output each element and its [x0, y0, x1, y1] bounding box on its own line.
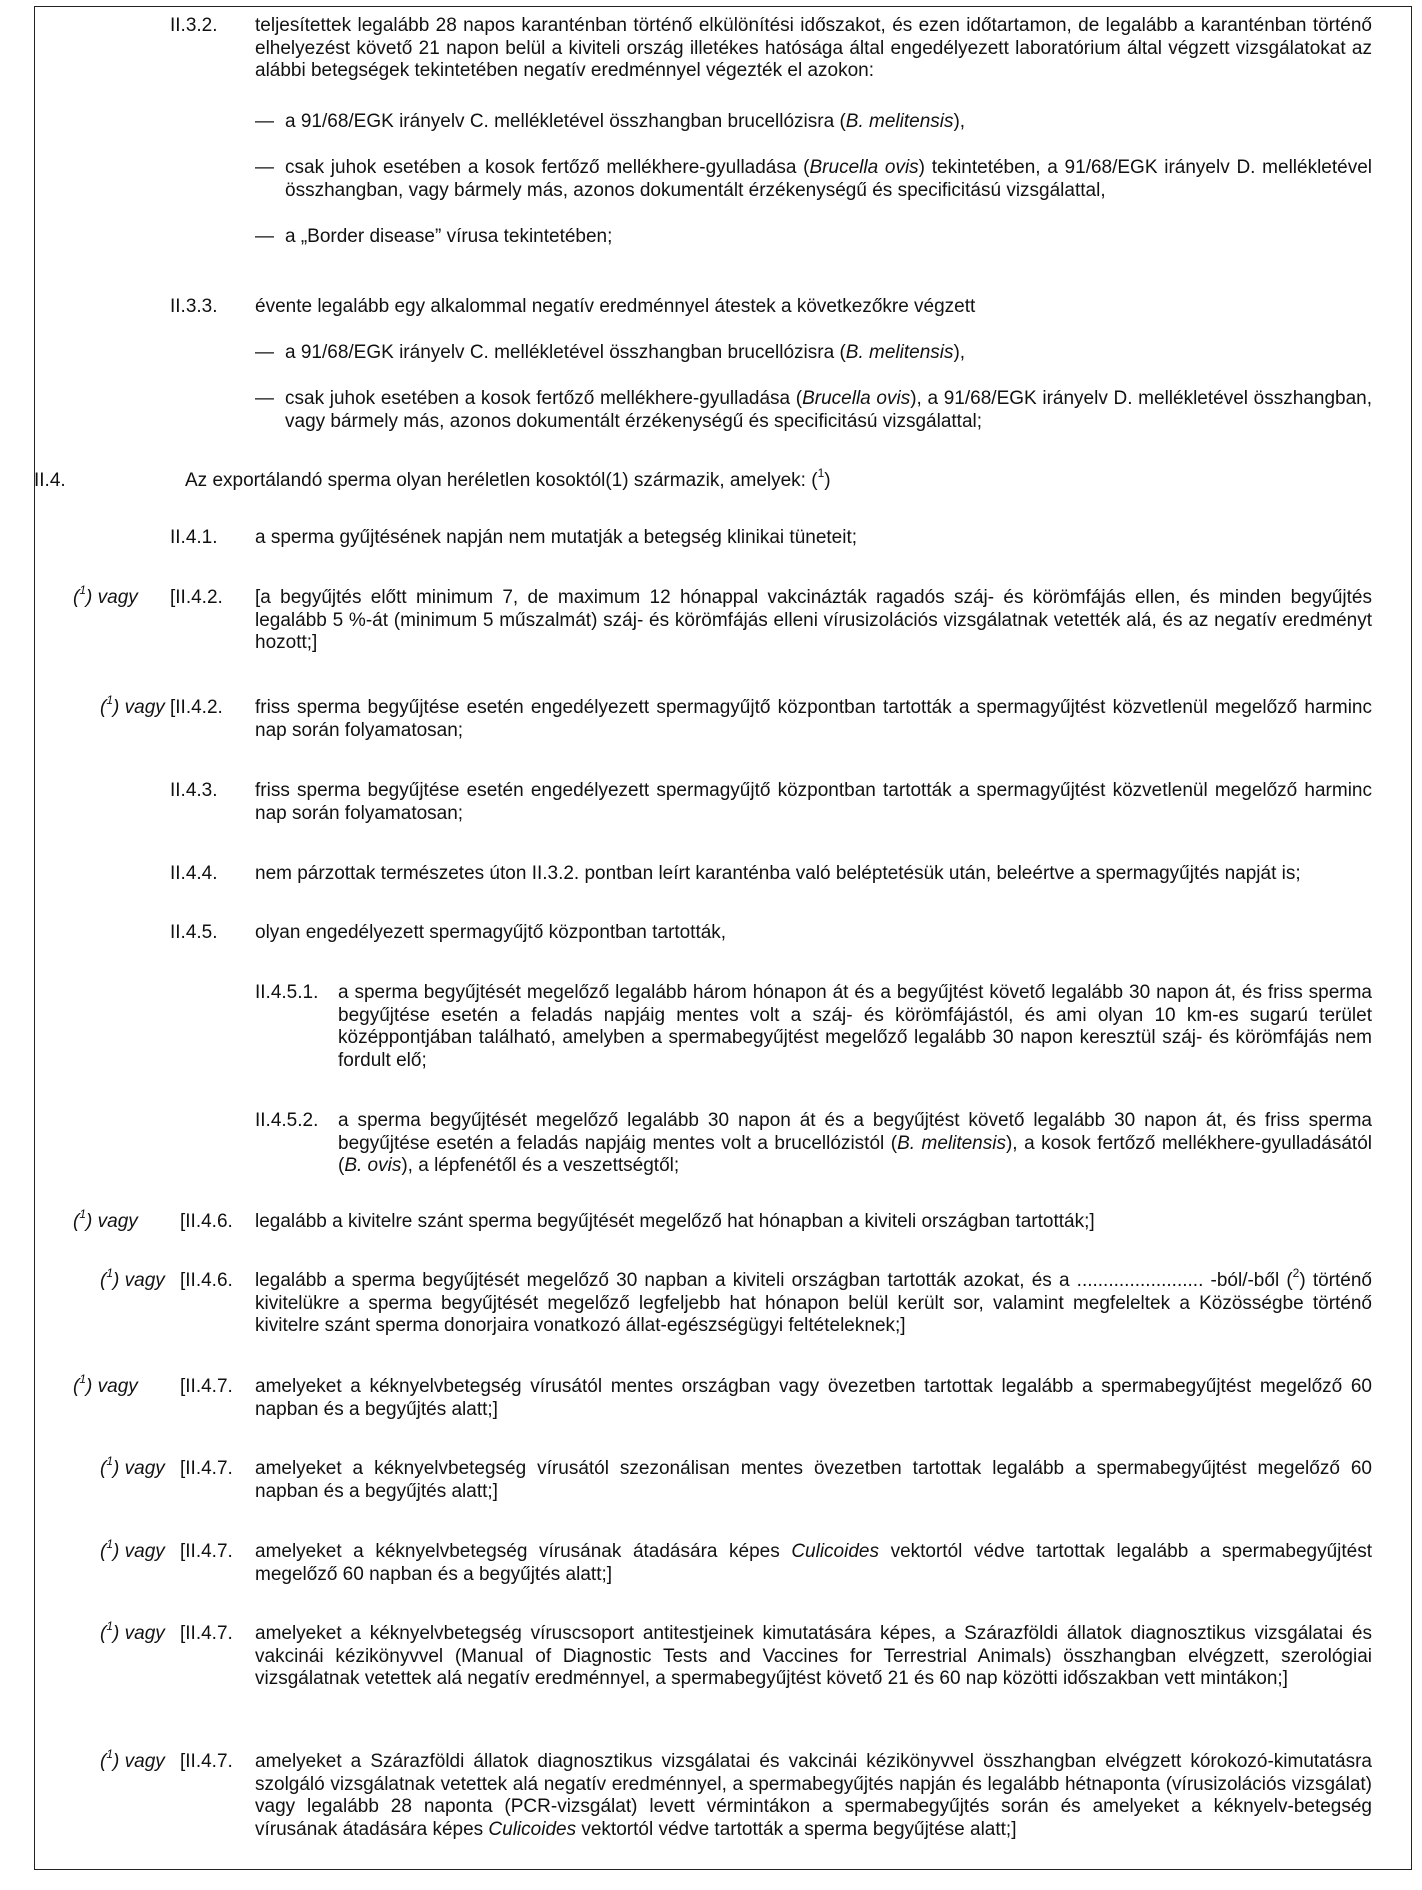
bullet-text: csak juhok esetében a kosok fertőző mellékhere-gyulladása (Brucella ovis), a 91/68/EGK irányelv D. mellékletével összhangban, vagy bármely más, azonos dokumentált érzékenységű és specificitású vizsgálattal;	[285, 388, 1372, 432]
paragraph: a sperma begyűjtését megelőző legalább 30 napon át és a begyűjtést követő legalább 30 napon át, és friss sperma begyűjtése esetén a feladás napjáig mentes volt a brucellózistól (B. melitensis), a kosok fertőző mellékhere-gyulladásától (B. ovis), a lépfenétől és a veszettségtől;	[338, 1110, 1373, 1177]
item-number: [II.4.7.	[180, 1376, 233, 1397]
option-marker: ($^1$) vagy	[100, 692, 165, 718]
item-number: [II.4.6.	[180, 1211, 233, 1232]
paragraph: olyan engedélyezett spermagyűjtő központban tartották,	[255, 922, 727, 943]
option-marker: ($^1$) vagy	[100, 1618, 165, 1644]
dash-bullet: —	[255, 388, 274, 409]
dash-bullet: —	[255, 157, 274, 178]
item-number: [II.4.7.	[180, 1751, 233, 1772]
item-number: II.4.4.	[170, 863, 218, 884]
dash-bullet: —	[255, 342, 274, 363]
item-number: [II.4.6.	[180, 1270, 233, 1291]
paragraph: Az exportálandó sperma olyan heréletlen kosoktól(1) származik, amelyek: ($^1$)	[185, 465, 831, 491]
paragraph: a sperma gyűjtésének napján nem mutatják a betegség klinikai tüneteit;	[255, 527, 858, 548]
item-number: II.4.5.	[170, 922, 218, 943]
paragraph: legalább a sperma begyűjtését megelőző 30 napban a kiviteli országban tartották azokat, és a ........................ -ból/-ből ($^2$) történő kivitelükre a sperma begyűjtését megelőző legfeljebb hat hónapon belül került sor, valamint megfeleltek a Közösségbe történő kivitelre szánt sperma donorjaira vonatkozó állat-egészségügyi feltételeknek;]	[255, 1265, 1372, 1337]
option-marker: ($^1$) vagy	[73, 1371, 138, 1397]
item-number: II.4.5.1.	[255, 982, 319, 1003]
paragraph: amelyeket a kéknyelvbetegség vírusától szezonálisan mentes övezetben tartottak legalább a spermabegyűjtést megelőző 60 napban és a begyűjtés alatt;]	[255, 1458, 1372, 1502]
item-number: II.4.1.	[170, 527, 218, 548]
item-number: II.3.3.	[170, 296, 218, 317]
bullet-text: a „Border disease” vírusa tekintetében;	[285, 226, 613, 247]
item-number: [II.4.7.	[180, 1541, 233, 1562]
item-number: II.4.3.	[170, 780, 218, 801]
bullet-text: a 91/68/EGK irányelv C. mellékletével összhangban brucellózisra (B. melitensis),	[285, 111, 966, 132]
paragraph: a sperma begyűjtését megelőző legalább három hónapon át és a begyűjtést követő legalább 30 napon át, és friss sperma begyűjtése esetén a feladás napjáig mentes volt a száj- és körömfájástól, és ami olyan 10 km-es sugarú terület középpontjában található, amelyben a spermabegyűjtést megelőző legalább 30 napon keresztül száj- és körömfájás nem fordult elő;	[338, 982, 1372, 1071]
paragraph: amelyeket a kéknyelvbetegség vírusának átadására képes Culicoides vektortól védve tartottak legalább a spermabegyűjtést megelőző 60 napban és a begyűjtés alatt;]	[255, 1541, 1372, 1585]
option-marker: ($^1$) vagy	[100, 1746, 165, 1772]
option-marker: ($^1$) vagy	[73, 582, 138, 608]
paragraph: friss sperma begyűjtése esetén engedélyezett spermagyűjtő központban tartották a spermagyűjtést közvetlenül megelőző harminc nap során folyamatosan;	[255, 780, 1372, 824]
item-number: [II.4.2.	[170, 587, 223, 608]
paragraph: teljesítettek legalább 28 napos karanténban történő elkülönítési időszakot, és ezen időtartamon, de legalább a karanténban történő elhelyezést követő 21 napon belül a kiviteli ország illetékes hatósága által engedélyezett laboratórium által végzett vizsgálatokat az alábbi betegségek tekintetében negatív eredménnyel végezték el azokon:	[255, 15, 1372, 82]
paragraph: évente legalább egy alkalommal negatív eredménnyel átestek a következőkre végzett	[255, 296, 976, 317]
paragraph: amelyeket a kéknyelvbetegség vírusától mentes országban vagy övezetben tartottak legalább a spermabegyűjtést megelőző 60 napban és a begyűjtés alatt;]	[255, 1376, 1372, 1420]
dash-bullet: —	[255, 111, 274, 132]
item-number: II.3.2.	[170, 15, 218, 36]
item-number: II.4.	[34, 470, 66, 491]
dash-bullet: —	[255, 226, 274, 247]
paragraph: [a begyűjtés előtt minimum 7, de maximum 12 hónappal vakcinázták ragadós száj- és körömfájás ellen, és minden begyűjtés legalább 5 %-át (minimum 5 műszalmát) száj- és körömfájás elleni vírusizolációs vizsgálatnak vetették alá, és az negatív eredményt hozott;]	[255, 587, 1372, 654]
bullet-text: csak juhok esetében a kosok fertőző mellékhere-gyulladása (Brucella ovis) tekintetében, a 91/68/EGK irányelv D. mellékletével összhangban, vagy bármely más, azonos dokumentált érzékenységű és specificitású vizsgálattal,	[285, 157, 1372, 201]
item-number: II.4.5.2.	[255, 1110, 319, 1131]
option-marker: ($^1$) vagy	[100, 1453, 165, 1479]
paragraph: nem párzottak természetes úton II.3.2. pontban leírt karanténba való beléptetésük után, beleértve a spermagyűjtés napját is;	[255, 863, 1301, 884]
item-number: [II.4.2.	[170, 697, 223, 718]
item-number: [II.4.7.	[180, 1458, 233, 1479]
paragraph: legalább a kivitelre szánt sperma begyűjtését megelőző hat hónapban a kiviteli országban tartották;]	[255, 1211, 1095, 1232]
option-marker: ($^1$) vagy	[100, 1265, 165, 1291]
bullet-text: a 91/68/EGK irányelv C. mellékletével összhangban brucellózisra (B. melitensis),	[285, 342, 966, 363]
item-number: [II.4.7.	[180, 1623, 233, 1644]
paragraph: amelyeket a kéknyelvbetegség víruscsoport antitestjeinek kimutatására képes, a Szárazföldi állatok diagnosztikus vizsgálatai és vakcinái kézikönyvvel (Manual of Diagnostic Tests and Vaccines for Terrestrial Animals) összhangban elvégzett, szerológiai vizsgálatnak vetettek alá negatív eredménnyel, a spermabegyűjtést követő 21 és 60 nap közötti időszakban vett mintákon;]	[255, 1623, 1372, 1690]
option-marker: ($^1$) vagy	[73, 1206, 138, 1232]
paragraph: friss sperma begyűjtése esetén engedélyezett spermagyűjtő központban tartották a spermagyűjtést közvetlenül megelőző harminc nap során folyamatosan;	[255, 697, 1372, 741]
paragraph: amelyeket a Szárazföldi állatok diagnosztikus vizsgálatai és vakcinái kézikönyvvel összhangban elvégzett kórokozó-kimutatásra szolgáló vizsgálatnak vetettek alá negatív eredménnyel, a spermabegyűjtés napján és legalább hétnaponta (vírusizolációs vizsgálat) vagy legalább 28 naponta (PCR-vizsgálat) levett vérmintákon a spermabegyűjtés során és amelyeket a kéknyelv-betegség vírusának átadására képes Culicoides vektortól védve tartották a sperma begyűjtése alatt;]	[255, 1751, 1372, 1840]
option-marker: ($^1$) vagy	[100, 1536, 165, 1562]
